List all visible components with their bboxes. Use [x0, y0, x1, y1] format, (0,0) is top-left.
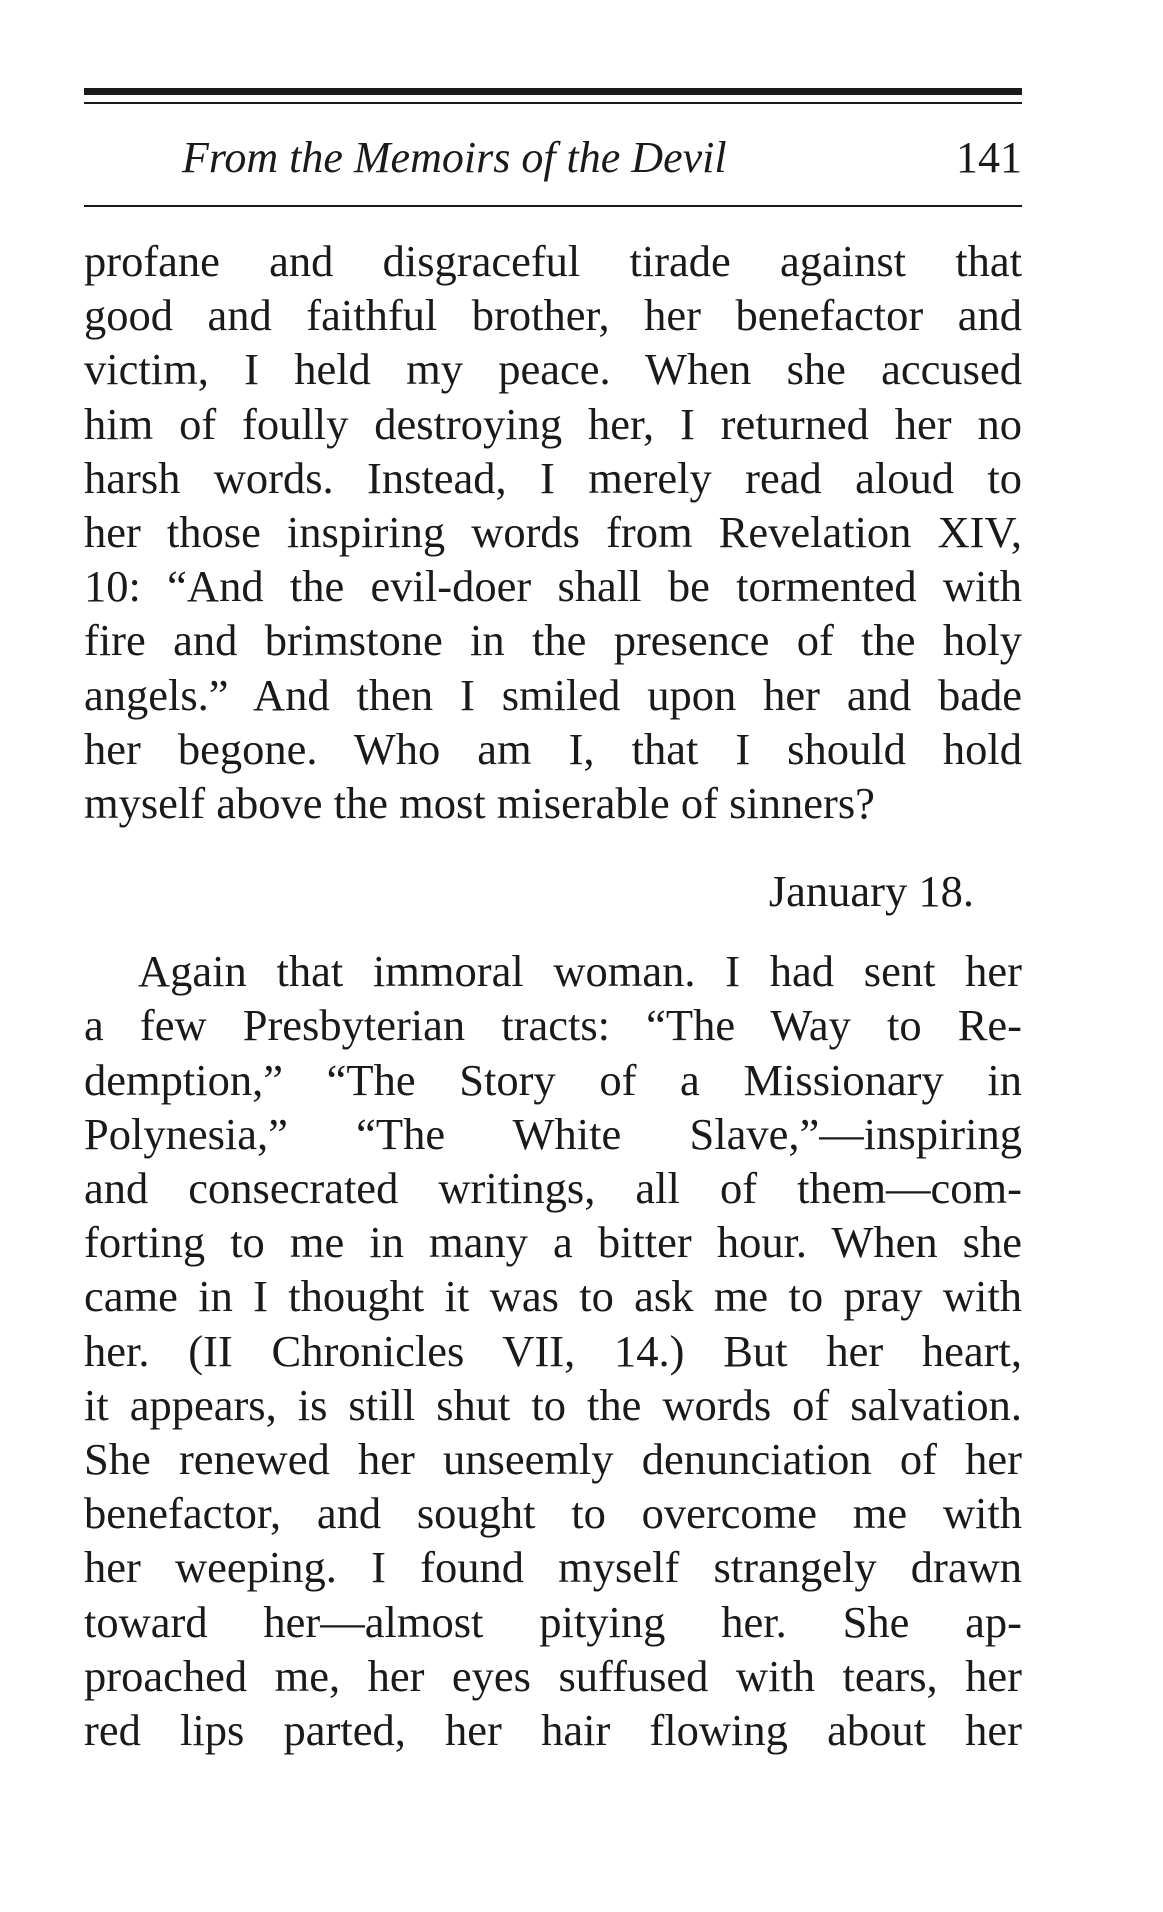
text-line: She renewed her unseemly denunciation of her — [84, 1433, 1022, 1484]
running-title: From the Memoirs of the Devil — [182, 133, 727, 182]
page-body — [84, 234, 1022, 1757]
entry-date: January 18. — [768, 866, 974, 917]
text-line: forting to me in many a bitter hour. When she — [84, 1217, 1022, 1268]
text-line: came in I thought it was to ask me to pray with — [84, 1271, 1022, 1322]
text-line: angels.” And then I smiled upon her and bade — [84, 669, 1022, 720]
text-line: her. (II Chronicles VII, 14.) But her heart, — [84, 1325, 1022, 1376]
text-line: it appears, is still shut to the words of salvation. — [84, 1379, 1022, 1430]
header-rule-thin — [84, 102, 1022, 104]
diary-entry-paragraph — [84, 944, 1022, 1757]
text-line: Again that immoral woman. I had sent her — [138, 946, 1022, 997]
text-line: proached me, her eyes suffused with tears, her — [84, 1650, 1022, 1701]
text-line: and consecrated writings, all of them—com- — [84, 1163, 1022, 1214]
text-line: him of foully destroying her, I returned her no — [84, 398, 1022, 449]
text-line: red lips parted, her hair flowing about her — [84, 1704, 1022, 1755]
text-line: demption,” “The Story of a Missionary in — [84, 1054, 1022, 1105]
text-line: benefactor, and sought to overcome me with — [84, 1488, 1022, 1539]
text-line: fire and brimstone in the presence of the holy — [84, 615, 1022, 666]
header-rule-bottom — [84, 205, 1022, 207]
text-line: victim, I held my peace. When she accused — [84, 344, 1022, 395]
text-line: her begone. Who am I, that I should hold — [84, 723, 1022, 774]
text-line: a few Presbyterian tracts: “The Way to Re- — [84, 1000, 1022, 1051]
text-line: her those inspiring words from Revelation XIV, — [84, 506, 1022, 557]
text-line: Polynesia,” “The White Slave,”—inspiring — [84, 1108, 1022, 1159]
text-line: 10: “And the evil-doer shall be tormented with — [84, 561, 1022, 612]
text-line: toward her—almost pitying her. She ap- — [84, 1596, 1022, 1647]
text-line: good and faithful brother, her benefactor and — [84, 290, 1022, 341]
page-number: 141 — [956, 133, 1022, 182]
running-head — [84, 128, 1022, 188]
text-line: harsh words. Instead, I merely read aloud to — [84, 452, 1022, 503]
text-line: myself above the most miserable of sinners? — [84, 777, 875, 828]
text-line: profane and disgraceful tirade against that — [84, 236, 1022, 286]
header-rule-thick — [84, 88, 1022, 95]
paragraph-continued — [84, 234, 1022, 830]
text-line: her weeping. I found myself strangely drawn — [84, 1542, 1022, 1593]
